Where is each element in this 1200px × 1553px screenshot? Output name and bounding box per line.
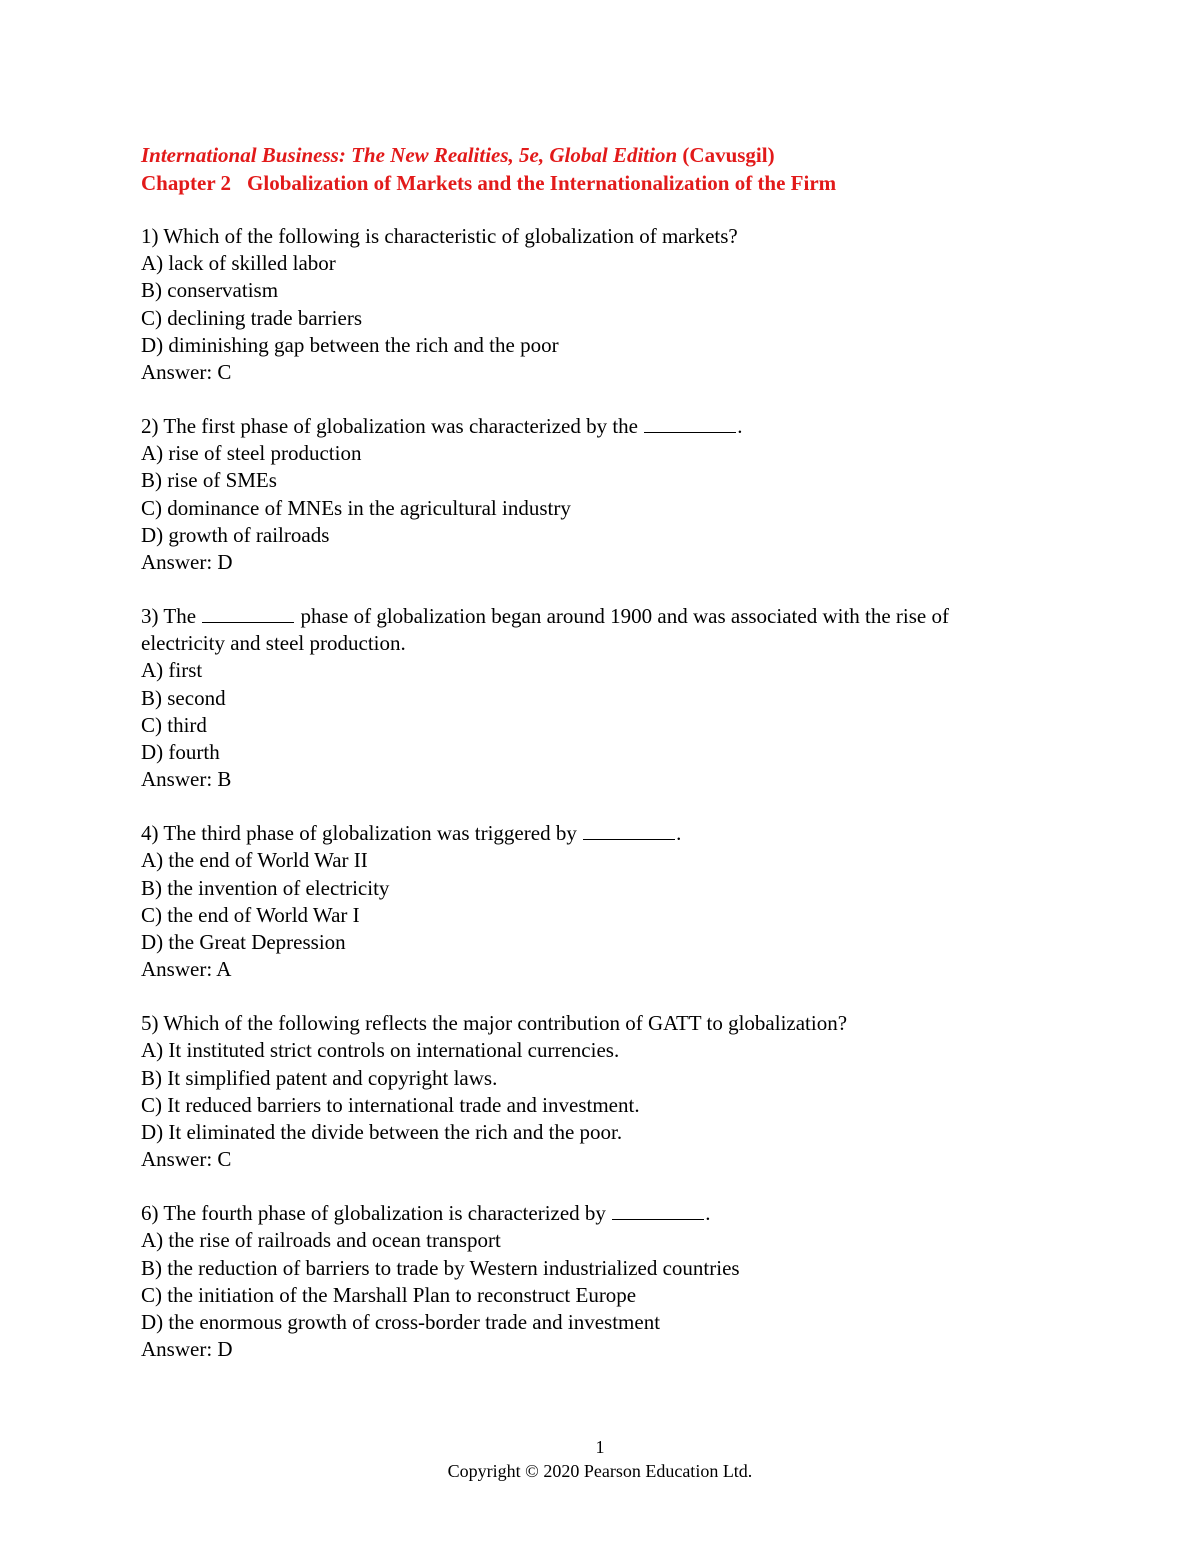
stem-end: . [705, 1201, 711, 1226]
option-a: A) It instituted strict controls on international currencies. [141, 1038, 620, 1063]
option-c: C) the end of World War I [141, 902, 360, 927]
option-b: B) the invention of electricity [141, 875, 390, 900]
question-stem-line-2: electricity and steel production. [141, 631, 406, 656]
option-c: C) dominance of MNEs in the agricultural industry [141, 495, 571, 520]
option-b: B) rise of SMEs [141, 468, 277, 493]
option-d: D) diminishing gap between the rich and the poor [141, 332, 559, 357]
option-b: B) conservatism [141, 278, 279, 303]
answer-blank [644, 414, 736, 433]
option-b: B) It simplified patent and copyright laws. [141, 1065, 498, 1090]
question-stem [141, 820, 1061, 847]
option-a: A) first [141, 658, 203, 683]
answer-line: Answer: A [141, 957, 232, 982]
document-body [141, 141, 1061, 1364]
option-c: C) It reduced barriers to international trade and investment. [141, 1092, 640, 1117]
chapter-heading [141, 169, 1061, 197]
option-c: C) third [141, 712, 207, 737]
stem-text-continued: phase of globalization began around 1900 and was associated with the rise of [300, 604, 949, 629]
answer-line: Answer: C [141, 360, 232, 385]
question-stem [141, 603, 1061, 630]
answer-blank [612, 1201, 704, 1220]
question-1 [141, 223, 1061, 386]
stem-end: . [676, 821, 682, 846]
answer-line: Answer: B [141, 767, 232, 792]
option-d: D) growth of railroads [141, 522, 330, 547]
question-stem [141, 413, 1061, 440]
question-stem: 1) Which of the following is characteristic of globalization of markets? [141, 224, 738, 248]
option-b: B) the reduction of barriers to trade by Western industrialized countries [141, 1255, 740, 1280]
question-4 [141, 820, 1061, 983]
option-d: D) the Great Depression [141, 930, 346, 955]
option-d: D) It eliminated the divide between the rich and the poor. [141, 1120, 623, 1145]
stem-text: 6) The fourth phase of globalization is characterized by [141, 1201, 606, 1226]
answer-line: Answer: D [141, 1337, 233, 1362]
option-a: A) lack of skilled labor [141, 251, 336, 276]
option-d: D) the enormous growth of cross-border trade and investment [141, 1310, 661, 1335]
option-d: D) fourth [141, 740, 220, 765]
answer-line: Answer: D [141, 550, 233, 575]
chapter-label: Chapter 2 [141, 171, 232, 195]
book-author: (Cavusgil) [682, 143, 775, 167]
option-a: A) rise of steel production [141, 441, 362, 466]
option-b: B) second [141, 685, 226, 710]
option-c: C) declining trade barriers [141, 305, 362, 330]
option-a: A) the rise of railroads and ocean transport [141, 1228, 501, 1253]
stem-text: 4) The third phase of globalization was triggered by [141, 821, 577, 846]
question-6 [141, 1200, 1061, 1363]
stem-text: 2) The first phase of globalization was characterized by the [141, 414, 638, 439]
question-3 [141, 603, 1061, 793]
answer-line: Answer: C [141, 1147, 232, 1172]
answer-blank [583, 821, 675, 840]
copyright-notice: Copyright © 2020 Pearson Education Ltd. [447, 1461, 753, 1481]
book-title-line [141, 141, 1061, 169]
option-a: A) the end of World War II [141, 848, 368, 873]
chapter-title: Globalization of Markets and the Internationalization of the Firm [247, 171, 837, 195]
answer-blank [202, 604, 294, 623]
stem-end: . [737, 414, 743, 439]
question-stem: 5) Which of the following reflects the major contribution of GATT to globalization? [141, 1011, 848, 1036]
question-5 [141, 1010, 1061, 1173]
page-number: 1 [595, 1437, 605, 1457]
question-2 [141, 413, 1061, 576]
book-title: International Business: The New Realities, 5e, Global Edition [141, 143, 678, 167]
question-stem [141, 1200, 1061, 1227]
stem-text: 3) The [141, 604, 197, 629]
option-c: C) the initiation of the Marshall Plan to reconstruct Europe [141, 1282, 637, 1307]
